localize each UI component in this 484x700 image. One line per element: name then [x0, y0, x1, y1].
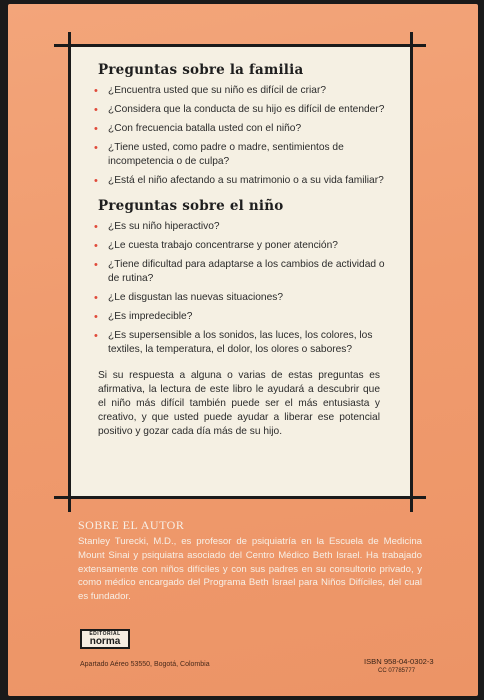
list-item: • ¿Considera que la conducta de su hijo es difícil de entender? — [94, 104, 385, 116]
list-item: • ¿Es supersensible a los sonidos, las luces, los colores, los textiles, la temperatura, el dolor, los olores o sabores? — [94, 330, 373, 355]
bullet-icon: • — [94, 330, 98, 342]
bullet-icon: • — [94, 292, 98, 304]
frame-line-right — [410, 32, 413, 512]
bullet-icon: • — [94, 175, 98, 187]
list-item: • ¿Le disgustan las nuevas situaciones? — [94, 292, 283, 304]
list-item: • ¿Le cuesta trabajo concentrarse y poner atención? — [94, 240, 338, 252]
list-item: • ¿Está el niño afectando a su matrimonio o a su vida familiar? — [94, 175, 384, 187]
list-item: • ¿Es su niño hiperactivo? — [94, 221, 220, 233]
list-item: • ¿Tiene dificultad para adaptarse a los cambios de actividad o de rutina? — [94, 259, 385, 284]
publisher-address: Apartado Aéreo 53550, Bogotá, Colombia — [80, 661, 210, 668]
family-questions-list — [94, 84, 394, 188]
child-questions-list — [94, 220, 394, 357]
bullet-icon: • — [94, 142, 98, 154]
bullet-icon: • — [94, 221, 98, 233]
author-bio: Stanley Turecki, M.D., es profesor de psiquiatría en la Escuela de Medicina Mount Sinai y psiquiatra asociado del Centro Médico Beth Israel. Ha trabajado extensamente con niños difíciles y con sus padres en su consultorio privado, y como médico encargado del Programa Beth Israel para Niños Difíciles, del cual es fundador. — [78, 536, 422, 603]
book-back-cover — [8, 4, 478, 696]
bullet-icon: • — [94, 240, 98, 252]
questions-content — [94, 62, 394, 439]
conclusion-paragraph: Si su respuesta a alguna o varias de estas preguntas es afirmativa, la lectura de este libro le ayudará a descubrir que el niño más difícil también puede ser el más entusiasta y creativo, y que usted puede ayudar a liberar ese potencial positivo y gozar cada día más de su hijo. — [98, 370, 380, 437]
bullet-icon: • — [94, 311, 98, 323]
bullet-icon: • — [94, 85, 98, 97]
list-item: • ¿Tiene usted, como padre o madre, sentimientos de incompetencia o de culpa? — [94, 142, 344, 167]
bullet-icon: • — [94, 123, 98, 135]
child-questions-title: Preguntas sobre el niño — [98, 198, 284, 214]
frame-line-bottom — [54, 496, 426, 499]
family-questions-title: Preguntas sobre la familia — [98, 62, 304, 78]
list-item: • ¿Encuentra usted que su niño es difícil de criar? — [94, 85, 327, 97]
isbn-number: ISBN 958-04-0302-3 — [364, 657, 434, 666]
author-heading: SOBRE EL AUTOR — [78, 518, 185, 532]
publisher-logo — [80, 629, 130, 649]
frame-line-top — [54, 44, 426, 47]
list-item: • ¿Es impredecible? — [94, 311, 193, 323]
bullet-icon: • — [94, 259, 98, 271]
catalog-code: CC 07785777 — [378, 668, 416, 674]
logo-top-text: EDITORIAL — [89, 630, 121, 637]
logo-main-text: norma — [89, 635, 121, 647]
list-item: • ¿Con frecuencia batalla usted con el niño? — [94, 123, 302, 135]
bullet-icon: • — [94, 104, 98, 116]
frame-line-left — [68, 32, 71, 512]
